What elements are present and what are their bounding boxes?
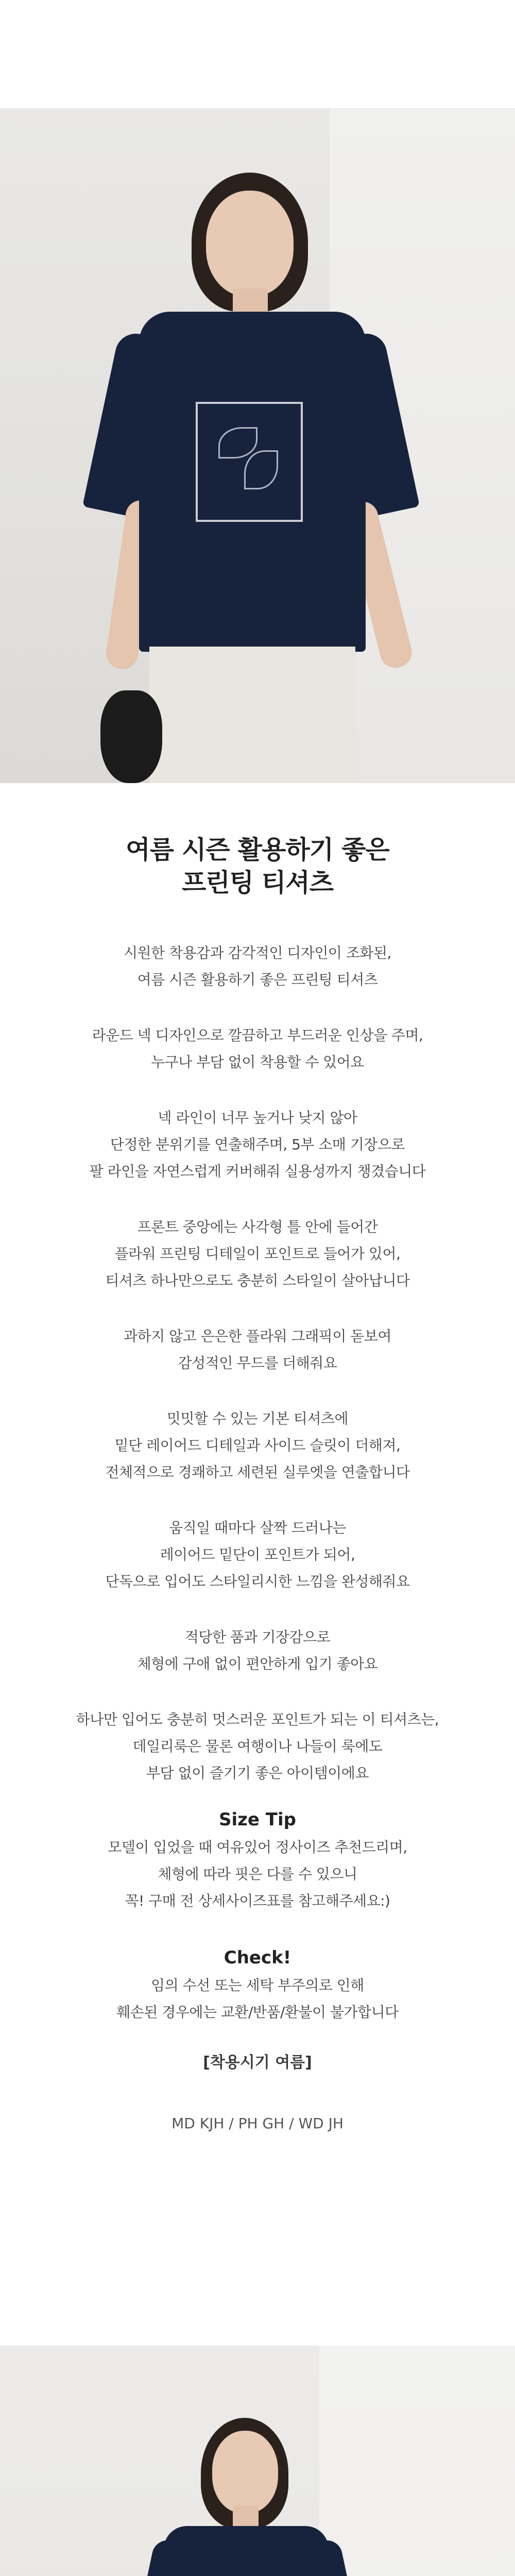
description-line: 밑단 레이어드 디테일과 사이드 슬릿이 더해져,	[114, 1437, 401, 1454]
size-tip-line: 모델이 입었을 때 여유있어 정사이즈 추천드리며,	[108, 1839, 407, 1856]
description-paragraph	[0, 1706, 515, 1787]
description-line: 과하지 않고 은은한 플라워 그래픽이 돋보여	[124, 1328, 391, 1345]
check-title: Check!	[224, 1947, 291, 1968]
black-handbag	[100, 690, 162, 783]
size-tip-title: Size Tip	[218, 1809, 296, 1830]
model-figure	[0, 2346, 515, 2576]
description-paragraph	[0, 1515, 515, 1595]
check-paragraph	[0, 1972, 515, 2026]
print-leaf	[244, 450, 278, 489]
size-tip-line: 꼭! 구매 전 상세사이즈표를 참고해주세요:)	[125, 1892, 390, 1909]
description-paragraph	[0, 1022, 515, 1076]
description-line: 감성적인 무드를 더해줘요	[178, 1354, 337, 1371]
description-line: 플라워 프린팅 디테일이 포인트로 들어가 있어,	[114, 1245, 401, 1262]
description-line: 부담 없이 즐기기 좋은 아이템이에요	[146, 1765, 369, 1782]
description-paragraph	[0, 1214, 515, 1294]
size-tip-line: 체형에 따라 핏은 다를 수 있으니	[158, 1866, 357, 1883]
description-paragraph	[0, 940, 515, 993]
description-line: 프론트 중앙에는 사각형 틀 안에 들어간	[137, 1218, 378, 1235]
description-line: 레이어드 밑단이 포인트가 되어,	[160, 1546, 355, 1563]
white-pants	[149, 647, 355, 783]
description-line: 라운드 넥 디자인으로 깔끔하고 부드러운 인상을 주며,	[92, 1027, 423, 1044]
description-paragraph	[0, 1405, 515, 1486]
description-line: 단독으로 입어도 스타일리시한 느낌을 완성해줘요	[105, 1573, 410, 1590]
check-line: 훼손된 경우에는 교환/반품/환불이 불가합니다	[116, 2004, 399, 2021]
description-paragraph	[0, 1323, 515, 1377]
description-line: 단정한 분위기를 연출해주며, 5부 소매 기장으로	[110, 1136, 405, 1153]
navy-tshirt	[164, 2526, 329, 2576]
description-paragraph	[0, 1105, 515, 1185]
description-line: 움직일 때마다 살짝 드러나는	[169, 1519, 346, 1536]
description-paragraph	[0, 1624, 515, 1677]
staff-credits: MD KJH / PH GH / WD JH	[171, 2115, 344, 2132]
product-description	[0, 783, 515, 2346]
top-spacer	[0, 0, 515, 108]
description-line: 넥 라인이 너무 높거나 낮지 않아	[158, 1109, 357, 1126]
description-heading	[0, 783, 515, 900]
description-line: 여름 시즌 활용하기 좋은 프린팅 티셔츠	[137, 971, 378, 988]
description-line: 데일리룩은 물론 여행이나 나들이 룩에도	[132, 1738, 383, 1755]
description-line: 밋밋할 수 있는 기본 티셔츠에	[166, 1410, 349, 1427]
heading-line-1: 여름 시즌 활용하기 좋은	[126, 835, 389, 865]
product-photo-full	[0, 2346, 515, 2576]
description-line: 시원한 착용감과 감각적인 디자인이 조화된,	[124, 944, 391, 961]
model-face	[206, 191, 294, 296]
description-line: 체형에 구애 없이 편안하게 입기 좋아요	[137, 1655, 378, 1672]
product-photo-upper	[0, 108, 515, 783]
flower-print-graphic	[196, 402, 303, 522]
description-line: 적당한 품과 기장감으로	[184, 1629, 331, 1646]
print-leaf	[218, 427, 258, 459]
size-tip-paragraph	[0, 1834, 515, 1914]
description-line: 하나만 입어도 충분히 멋스러운 포인트가 되는 이 티셔츠는,	[76, 1711, 439, 1728]
description-line: 티셔츠 하나만으로도 충분히 스타일이 살아납니다	[105, 1272, 410, 1289]
description-line: 전체적으로 경쾌하고 세련된 실루엣을 연출합니다	[105, 1464, 410, 1481]
heading-line-2: 프린팅 티셔츠	[181, 868, 334, 897]
model-face	[212, 2431, 278, 2513]
wear-season-label: [착용시기 여름]	[203, 2054, 312, 2072]
description-line: 팔 라인을 자연스럽게 커버해줘 실용성까지 챙겼습니다	[89, 1163, 426, 1180]
model-figure	[0, 108, 515, 783]
check-line: 임의 수선 또는 세탁 부주의로 인해	[151, 1977, 364, 1994]
description-line: 누구나 부담 없이 착용할 수 있어요	[151, 1054, 364, 1071]
